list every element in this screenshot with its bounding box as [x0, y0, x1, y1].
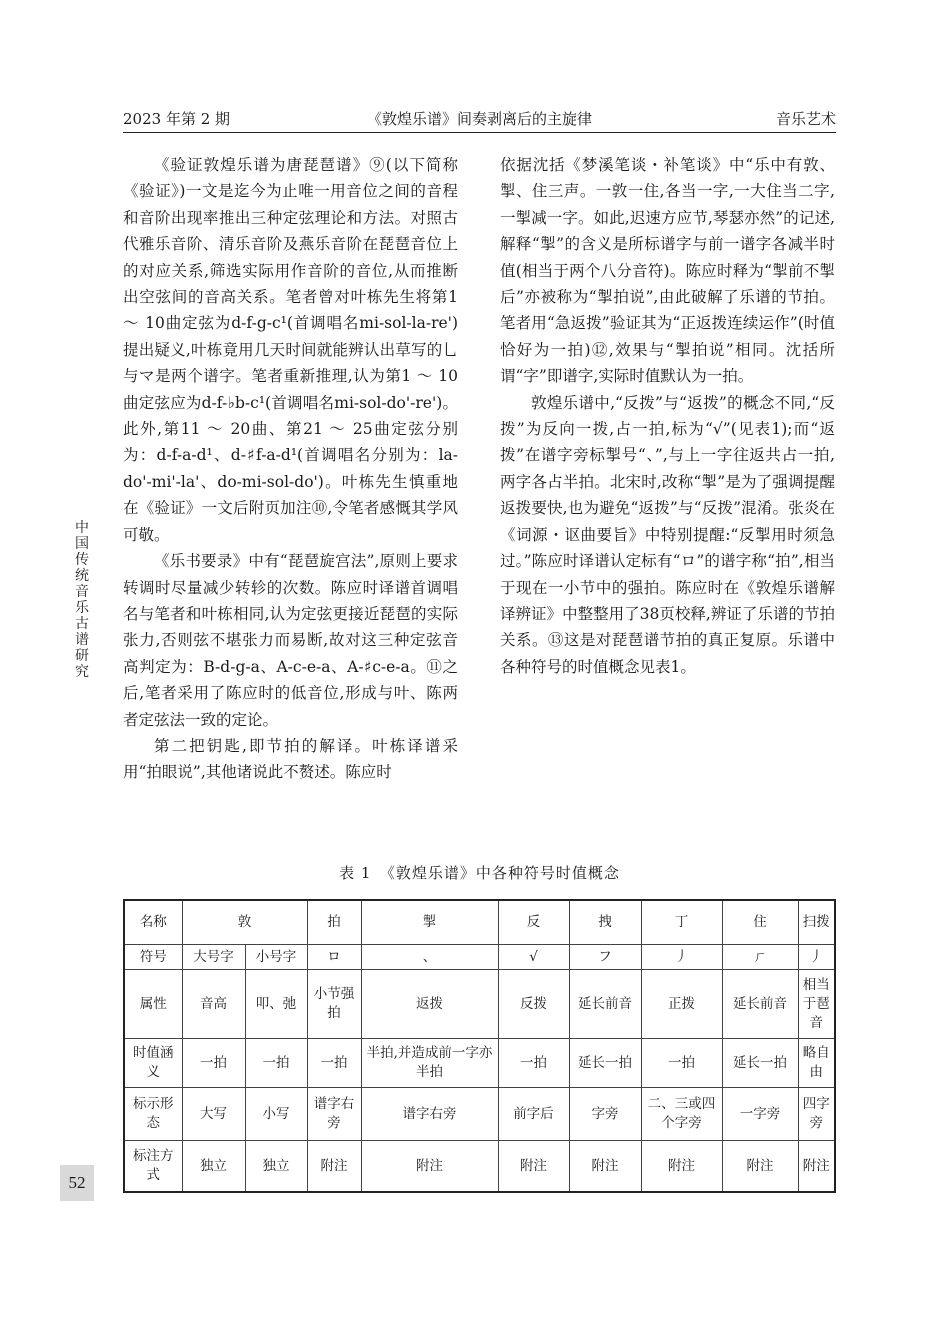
table-cell: 属性: [124, 970, 182, 1039]
table-cell: 附注: [641, 1141, 722, 1193]
table-cell: 独立: [182, 1141, 245, 1193]
table-cell: 拽: [569, 900, 641, 945]
table-cell: 附注: [307, 1141, 361, 1193]
table-cell: ㄏ: [722, 945, 798, 970]
table-cell: 延长前音: [569, 970, 641, 1039]
table-cell: 一拍: [641, 1039, 722, 1088]
table-cell: 叩、弛: [245, 970, 307, 1039]
table-cell: 敦: [182, 900, 307, 945]
table-cell: 大号字: [182, 945, 245, 970]
table-cell: 音高: [182, 970, 245, 1039]
table-cell: フ: [569, 945, 641, 970]
table-cell: 附注: [798, 1141, 835, 1193]
table-cell: 一拍: [498, 1039, 569, 1088]
table-cell: 反: [498, 900, 569, 945]
table-cell: 符号: [124, 945, 182, 970]
page-number: 52: [60, 1165, 94, 1201]
table-row: [124, 1088, 835, 1141]
table-row: [124, 1141, 835, 1193]
table-cell: ロ: [307, 945, 361, 970]
symbol-duration-table: [123, 899, 836, 1193]
table-caption: 表 1 《敦煌乐谱》中各种符号时值概念: [339, 864, 620, 882]
table-cell: 小节强拍: [307, 970, 361, 1039]
table-cell: 延长一拍: [722, 1039, 798, 1088]
left-text-column: [123, 152, 458, 786]
table-cell: 扫拨: [798, 900, 835, 945]
section-sidebar-label: 中国传统音乐古谱研究: [75, 520, 89, 680]
table-cell: 名称: [124, 900, 182, 945]
issue-label: 2023 年第 2 期: [123, 110, 231, 128]
table-cell: 延长一拍: [569, 1039, 641, 1088]
journal-name: 音乐艺术: [775, 110, 836, 128]
table-cell: 返拨: [361, 970, 498, 1039]
table-cell: 大写: [182, 1088, 245, 1141]
table-cell: 住: [722, 900, 798, 945]
table-cell: 独立: [245, 1141, 307, 1193]
paragraph: 第二把钥匙,即节拍的解译。叶栋译谱采用“拍眼说”,其他诸说此不赘述。陈应时: [123, 736, 458, 782]
table-row: [124, 1039, 835, 1088]
table-cell: 二、三或四个字旁: [641, 1088, 722, 1141]
table-row: [124, 945, 835, 970]
table-row: [124, 970, 835, 1039]
table-cell: 附注: [722, 1141, 798, 1193]
table-cell: 一拍: [245, 1039, 307, 1088]
table-cell: 字旁: [569, 1088, 641, 1141]
paragraph: 敦煌乐谱中,“反拨”与“返拨”的概念不同,“反拨”为反向一拨,占一拍,标为“√”(见表1);而“返拨”在谱字旁标掣号“、”,与上一字往返共占一拍,两字各占半拍。北宋时,改称“掣”是为了强调提醒返拨要快,也为避免“返拨”与“反拨”混淆。张炎在《词源・讴曲要旨》中特别提醒:“反掣用时须急过。”陈应时译谱认定标有“ロ”的谱字称“拍”,相当于现在一小节中的强拍。陈应时在《敦煌乐谱解译辨证》中整整用了38页校释,辨证了乐谱的节拍关系。⑬这是对琵琶谱节拍的真正复原。乐谱中各种符号的时值概念见表1。: [500, 393, 835, 676]
paragraph: 《验证敦煌乐谱为唐琵琶谱》⑨(以下简称《验证》)一文是迄今为止唯一用音位之间的音程和音阶出现率推出三种定弦理论和方法。对照古代雅乐音阶、清乐音阶及燕乐音阶在琵琶音位上的对应关系,筛选实际用作音阶的音位,从而推断出空弦间的音高关系。笔者曾对叶栋先生将第1 ～ 10曲定弦为d-f-g-c¹(首调唱名mi-sol-la-re')提出疑义,叶栋竟用几天时间就能辨认出草写的乚与マ是两个谱字。笔者重新推理,认为第1 ～ 10曲定弦应为d-f-♭b-c¹(首调唱名mi-sol-do'-re')。此外,第11 ～ 20曲、第21 ～ 25曲定弦分别为：d-f-a-d¹、d-♯f-a-d¹(首调唱名分别为：la-do'-mi'-la'、do-mi-sol-do')。叶栋先生慎重地在《验证》一文后附页加注⑩,令笔者感慨其学风可敬。: [123, 156, 458, 544]
table-row: [124, 900, 835, 945]
paragraph: 依据沈括《梦溪笔谈・补笔谈》中“乐中有敦、掣、住三声。一敦一住,各当一字,一大住当二字,一掣减一字。如此,迟速方应节,琴瑟亦然”的记述,解释“掣”的含义是所标谱字与前一谱字各减半时值(相当于两个八分音符)。陈应时释为“掣前不掣后”亦被称为“掣拍说”,由此破解了乐谱的节拍。笔者用“急返拨”验证其为“正返拨连续运作”(时值恰好为一拍)⑫,效果与“掣拍说”相同。沈括所谓“字”即谱字,实际时值默认为一拍。: [500, 156, 835, 386]
table-cell: 反拨: [498, 970, 569, 1039]
table-cell: 附注: [361, 1141, 498, 1193]
table-cell: 、: [361, 945, 498, 970]
table-cell: 标注方式: [124, 1141, 182, 1193]
table-cell: 略自由: [798, 1039, 835, 1088]
right-text-column: [500, 152, 835, 680]
table-cell: 四字旁: [798, 1088, 835, 1141]
table-cell: 丿: [641, 945, 722, 970]
table-cell: 时值涵义: [124, 1039, 182, 1088]
table-cell: 谱字右旁: [307, 1088, 361, 1141]
table-cell: 一拍: [182, 1039, 245, 1088]
table-cell: 前字后: [498, 1088, 569, 1141]
table-cell: 附注: [498, 1141, 569, 1193]
table-cell: 标示形态: [124, 1088, 182, 1141]
table-cell: 谱字右旁: [361, 1088, 498, 1141]
table-cell: 掣: [361, 900, 498, 945]
article-title: 《敦煌乐谱》间奏剥离后的主旋律: [366, 110, 592, 128]
table-cell: 相当于琶音: [798, 970, 835, 1039]
running-header: [123, 106, 836, 133]
table-cell: √: [498, 945, 569, 970]
table-cell: 延长前音: [722, 970, 798, 1039]
table-cell: 拍: [307, 900, 361, 945]
table-cell: 一拍: [307, 1039, 361, 1088]
table-cell: 丁: [641, 900, 722, 945]
paragraph: 《乐书要录》中有“琵琶旋宫法”,原则上要求转调时尽量减少转轸的次数。陈应时译谱首调唱名与笔者和叶栋相同,认为定弦更接近琵琶的实际张力,否则弦不堪张力而易断,故对这三种定弦音高判定为：B-d-g-a、A-c-e-a、A-♯c-e-a。⑪之后,笔者采用了陈应时的低音位,形成与叶、陈两者定弦法一致的定论。: [123, 552, 458, 729]
table-cell: 小写: [245, 1088, 307, 1141]
table-cell: 小号字: [245, 945, 307, 970]
table-cell: 一字旁: [722, 1088, 798, 1141]
table-cell: 正拨: [641, 970, 722, 1039]
table-cell: 附注: [569, 1141, 641, 1193]
table-cell: 丿: [798, 945, 835, 970]
table-cell: 半拍,并造成前一字亦半拍: [361, 1039, 498, 1088]
